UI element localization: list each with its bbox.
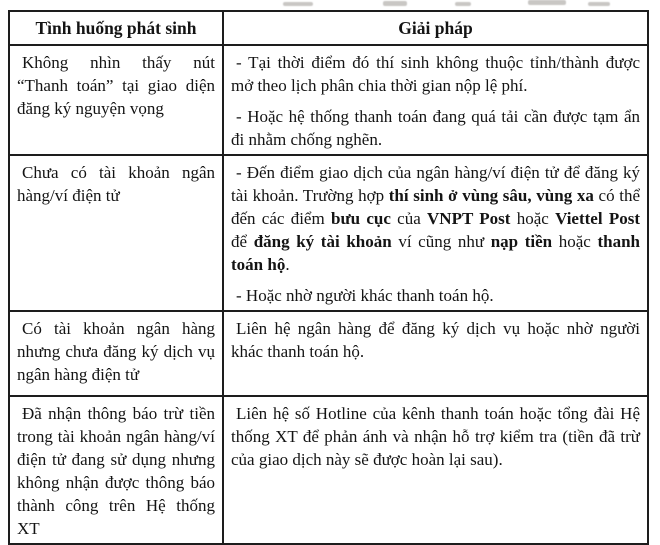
artifact-smudge bbox=[455, 2, 471, 6]
situation-cell: Không nhìn thấy nút “Thanh toán” tại giao diện đăng ký nguyện vọng bbox=[9, 45, 223, 155]
artifact-smudge bbox=[283, 2, 313, 6]
payment-troubleshooting-table bbox=[8, 10, 649, 545]
artifact-smudge bbox=[588, 2, 610, 6]
situation-cell: Đã nhận thông báo trừ tiền trong tài khoản ngân hàng/ví điện tử đang sử dụng nhưng không nhận được thông báo thành công trên Hệ thống XT bbox=[9, 396, 223, 544]
solution-cell: Liên hệ số Hotline của kênh thanh toán hoặc tổng đài Hệ thống XT để phản ánh và nhận hỗ trợ kiểm tra (tiền đã trừ của giao dịch này sẽ được hoàn lại sau). bbox=[223, 396, 648, 544]
solution-cell: - Tại thời điểm đó thí sinh không thuộc tỉnh/thành được mở theo lịch phân chia thời gian nộp lệ phí. - Hoặc hệ thống thanh toán đang quá tải cần được tạm ẩn đi nhằm chống nghẽn. bbox=[223, 45, 648, 155]
situation-cell: Có tài khoản ngân hàng nhưng chưa đăng ký dịch vụ ngân hàng điện tử bbox=[9, 311, 223, 396]
table-row-no-bank-account bbox=[9, 155, 648, 311]
header-situation: Tình huống phát sinh bbox=[9, 11, 223, 45]
table-row-money-deducted-no-confirmation bbox=[9, 396, 648, 544]
artifact-smudge bbox=[383, 1, 407, 6]
table-header-row bbox=[9, 11, 648, 45]
solution-cell: - Đến điểm giao dịch của ngân hàng/ví điện tử để đăng ký tài khoản. Trường hợp thí sinh ở vùng sâu, vùng xa có thể đến các điểm bưu cục của VNPT Post hoặc Viettel Post để đăng ký tài khoản ví cũng như nạp tiền hoặc thanh toán hộ. - Hoặc nhờ người khác thanh toán hộ. bbox=[223, 155, 648, 311]
situation-cell: Chưa có tài khoản ngân hàng/ví điện tử bbox=[9, 155, 223, 311]
solution-cell: Liên hệ ngân hàng để đăng ký dịch vụ hoặc nhờ người khác thanh toán hộ. bbox=[223, 311, 648, 396]
header-solution: Giải pháp bbox=[223, 11, 648, 45]
artifact-smudge bbox=[528, 0, 566, 5]
table-row-no-ebanking-service bbox=[9, 311, 648, 396]
table-row-no-pay-button bbox=[9, 45, 648, 155]
